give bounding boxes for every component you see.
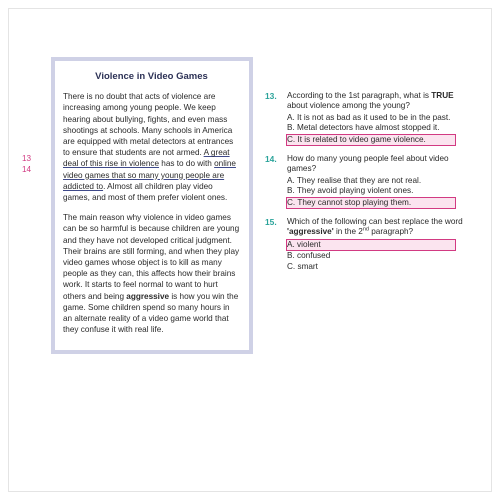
option-13-b[interactable] <box>287 123 465 133</box>
option-13-c-selected[interactable] <box>286 134 456 146</box>
option-label: B. <box>287 251 295 261</box>
option-label: B. <box>287 123 295 133</box>
question-list <box>265 91 465 280</box>
stem-superscript: nd <box>362 226 369 233</box>
question-14 <box>265 154 465 209</box>
p2-bold-aggressive: aggressive <box>126 291 170 301</box>
option-text: confused <box>297 251 331 261</box>
stem-text-a: Which of the following can best replace the word <box>287 217 463 227</box>
option-text: They realise that they are not real. <box>296 175 422 185</box>
option-15-c[interactable] <box>287 262 465 272</box>
question-13 <box>265 91 465 146</box>
p1-underline-b: online video games that so many young people are addicted to <box>63 159 236 191</box>
stem-text-b: in the 2 <box>333 227 363 237</box>
question-number: 14. <box>265 154 277 165</box>
question-stem <box>287 217 465 238</box>
p2-text-b: is how you win the game. Some children spend so many hours in an alternate reality of a video game world that they confuse it with real life. <box>63 291 239 335</box>
stem-bold: TRUE <box>431 91 454 100</box>
passage-title: Violence in Video Games <box>95 71 208 82</box>
paragraph-2 <box>63 212 240 335</box>
option-13-a[interactable] <box>287 113 465 123</box>
stem-text-a: According to the 1st paragraph, what is <box>287 91 432 100</box>
p2-text-a: The main reason why violence in video games can be so harmful is because children are young and they have not developed critical judgment. Their brains are still forming, and when they play video games whose object is to kill as many people as they can, this affects how their brains work. It starts to feel normal to want to hurt others and being <box>63 213 240 301</box>
option-text: Metal detectors have almost stopped it. <box>297 123 440 133</box>
option-text: violent <box>297 239 321 249</box>
p1-text-a: There is no doubt that acts of violence are increasing among young people. We keep hearing about bullying, fights, and even mass shootings at schools. Many schools in America are equipped with metal detectors at entrances to ensure that students are not armed. <box>63 92 234 158</box>
question-stem <box>287 91 465 112</box>
option-15-b[interactable] <box>287 251 465 261</box>
option-text: They cannot stop playing them. <box>297 197 412 207</box>
p1-underline-a: A great deal of this rise in violence <box>63 148 230 169</box>
paragraph-1 <box>63 91 240 203</box>
line-number-13: 13 <box>22 154 32 163</box>
line-number-14: 14 <box>22 165 32 174</box>
option-label: B. <box>287 186 295 196</box>
option-label: A. <box>287 239 295 249</box>
option-label: C. <box>287 197 296 207</box>
option-label: A. <box>287 112 295 122</box>
question-number: 13. <box>265 91 277 101</box>
option-text: It is not as bad as it used to be in the past. <box>297 112 451 122</box>
option-14-c-selected[interactable] <box>286 197 456 209</box>
stem-text-c: paragraph? <box>368 227 414 237</box>
option-14-b[interactable] <box>287 186 465 196</box>
question-15 <box>265 217 465 272</box>
stem-text-b: about violence among the young? <box>287 101 410 111</box>
option-text: smart <box>297 261 318 271</box>
p1-text-b: has to do with <box>159 159 215 169</box>
option-text: It is related to video game violence. <box>297 134 426 144</box>
option-label: C. <box>287 134 296 144</box>
reading-passage <box>51 57 253 354</box>
p1-text-c: . Almost all children play video games, and most of them prefer violent ones. <box>63 181 228 203</box>
option-label: C. <box>287 261 296 271</box>
question-stem: How do many young people feel about video games? <box>287 154 449 174</box>
option-text: They avoid playing violent ones. <box>296 186 414 196</box>
option-14-a[interactable] <box>287 176 465 186</box>
option-15-a-selected[interactable] <box>286 239 456 251</box>
option-label: A. <box>287 175 295 185</box>
stem-bold: 'aggressive' <box>287 227 334 237</box>
question-number: 15. <box>265 217 277 228</box>
